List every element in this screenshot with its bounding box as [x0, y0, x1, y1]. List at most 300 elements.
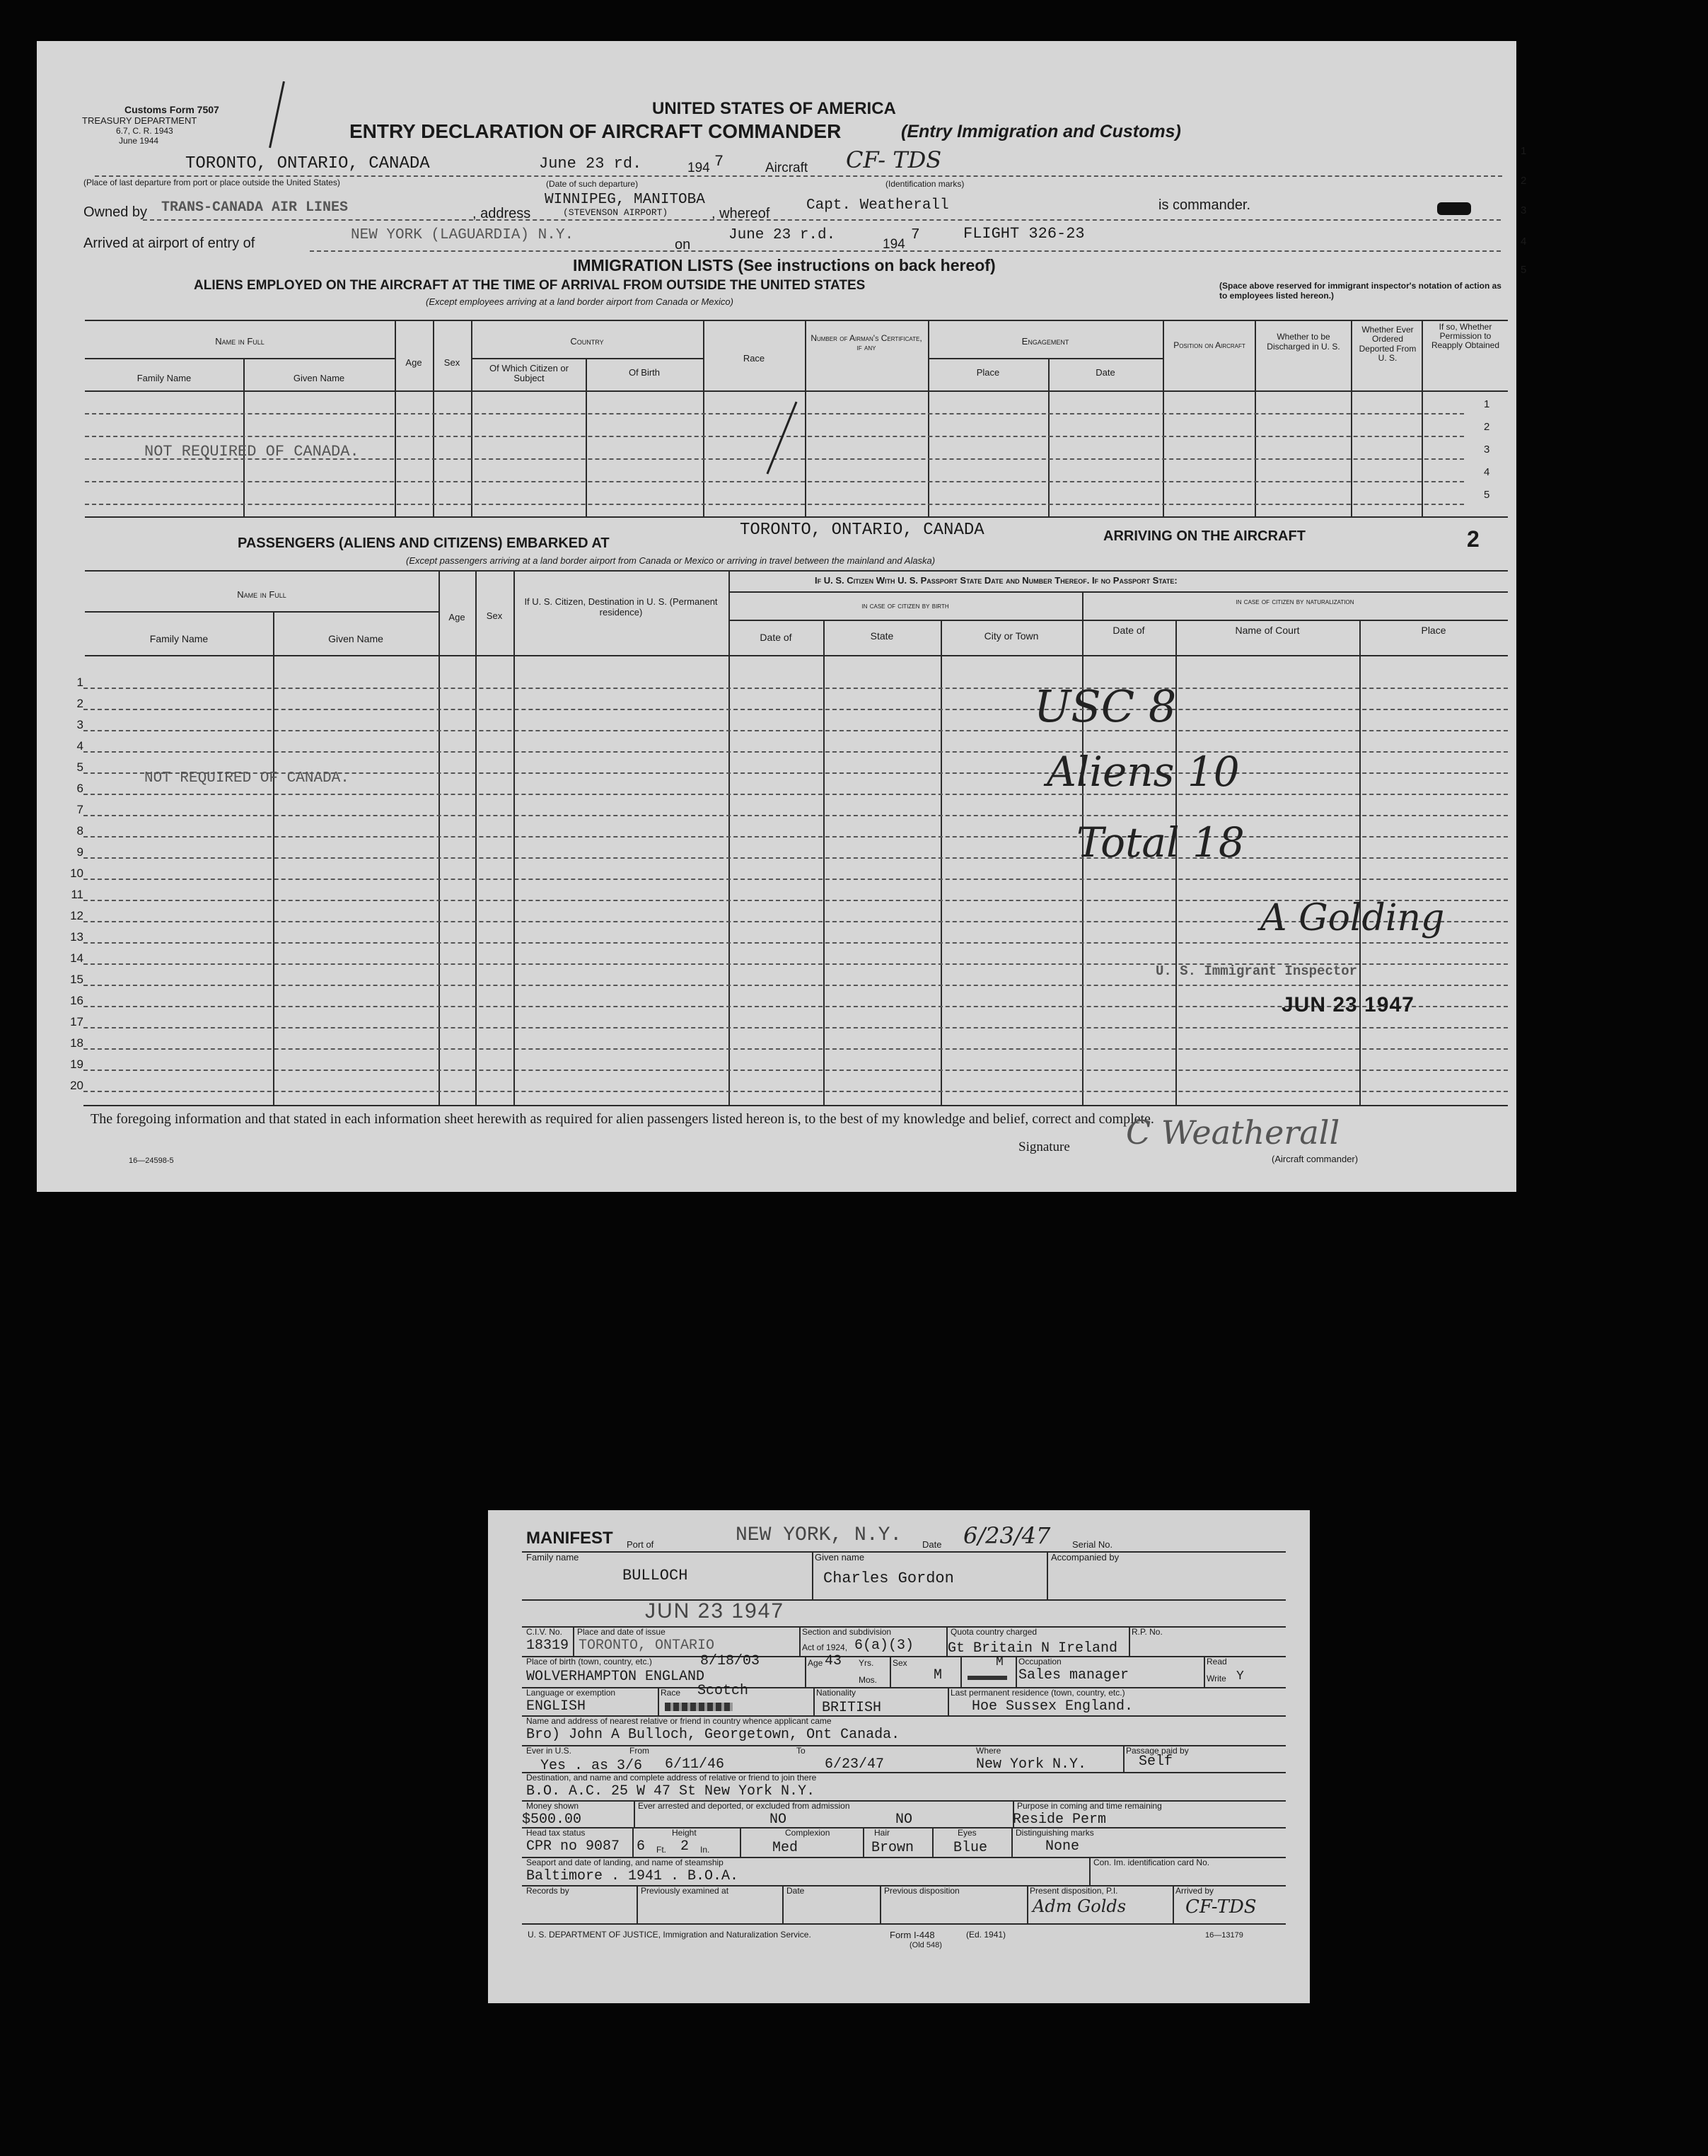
h-sep-6: [728, 620, 1508, 621]
money-label: Money shown: [526, 1801, 579, 1811]
form-id: Customs Form 7507: [124, 104, 219, 115]
pass-row-line-4: [83, 751, 1508, 753]
complexion-value: Med: [772, 1840, 798, 1856]
pass-col-by-nat: in case of citizen by naturalization: [1236, 596, 1354, 606]
v-sep-33: [1016, 1656, 1017, 1687]
print-code: 16—24598-5: [129, 1157, 174, 1165]
card-edition: (Ed. 1941): [966, 1930, 1006, 1940]
crew-col-engagement: Engagement: [1021, 336, 1069, 347]
pass-row-num-10: 10: [70, 867, 83, 880]
pass-row-num-3: 3: [76, 718, 83, 731]
h-sep-1: [85, 358, 395, 359]
crew-col-cert: Number of Airman's Certificate, if any: [811, 333, 922, 353]
v-sep-32: [960, 1656, 962, 1687]
v-sep-2: [433, 320, 434, 516]
arrival-year-digit: 7: [911, 227, 920, 243]
v-sep-50: [1027, 1885, 1028, 1923]
passenger-count: 2: [1467, 526, 1480, 552]
arrival-year-prefix: 194: [883, 237, 905, 252]
seaport-value: Baltimore . 1941 . B.O.A.: [526, 1868, 739, 1884]
flight-number: FLIGHT 326-23: [963, 225, 1085, 243]
crew-col-given: Given Name: [293, 373, 345, 383]
read-label: Read: [1207, 1657, 1227, 1667]
card-code: 16—13179: [1205, 1931, 1243, 1940]
country-heading: UNITED STATES OF AMERICA: [652, 99, 896, 118]
serial-label: Serial No.: [1072, 1539, 1113, 1550]
crew-col-discharged: Whether to be Discharged in U. S.: [1267, 332, 1340, 352]
crew-col-name: Name in Full: [215, 336, 265, 347]
is-commander-label: is commander.: [1158, 197, 1251, 213]
pass-row-num-15: 15: [70, 973, 83, 986]
on-label: on: [675, 237, 691, 253]
pass-row-num-19: 19: [70, 1057, 83, 1071]
pass-col-age: Age: [448, 612, 465, 622]
given-name: Charles Gordon: [823, 1570, 954, 1587]
v-sep-17: [728, 570, 730, 1105]
aircraft-label: Aircraft: [765, 161, 808, 175]
prev-disp-label: Previous disposition: [884, 1886, 960, 1896]
owned-by-label: Owned by: [83, 204, 148, 220]
yrs-label: Yrs.: [859, 1658, 874, 1668]
v-sep-42: [740, 1827, 741, 1857]
pass-col-city: City or Town: [984, 630, 1039, 642]
card-old-number: (Old 548): [910, 1941, 942, 1949]
cr-label: 6.7, C. R. 1943: [116, 126, 173, 136]
line-num-3: 3: [1521, 204, 1527, 216]
examined-label: Previously examined at: [641, 1886, 729, 1896]
v-sep-3: [471, 320, 472, 516]
pass-col-passport: If U. S. Citizen With U. S. Passport State Date and Number Thereof. If no Passport State:: [815, 575, 1178, 586]
certification-text: The foregoing information and that stated in each information sheet herewith as required for alien passengers listed hereon is, to the best of my knowledge and belief, correct and complete.: [91, 1111, 1154, 1127]
crew-col-family: Family Name: [136, 373, 192, 383]
v-sep-41: [632, 1827, 634, 1857]
h-sep-5: [728, 591, 1508, 593]
present-label: Present disposition, P.I.: [1030, 1886, 1118, 1896]
issue-label: Place and date of issue: [577, 1627, 666, 1637]
birth-place: WOLVERHAMPTON ENGLAND: [526, 1669, 705, 1685]
pass-row-num-20: 20: [70, 1079, 83, 1092]
date2-label: Date: [786, 1886, 805, 1896]
v-sep-48: [782, 1885, 784, 1923]
quota-value: Gt Britain N Ireland: [948, 1640, 1118, 1657]
pass-col-by-birth: in case of citizen by birth: [861, 601, 949, 610]
section-value: 6(a)(3): [854, 1638, 914, 1654]
crew-col-permission: If so, Whether Permission to Reapply Obtained: [1431, 322, 1500, 351]
arrival-date: June 23 r.d.: [728, 227, 836, 243]
pass-row-line-2: [83, 709, 1508, 710]
pass-row-line-15: [83, 985, 1508, 986]
card-rule-2: [522, 1599, 1286, 1601]
v-sep-47: [637, 1885, 638, 1923]
v-sep-38: [1123, 1745, 1125, 1772]
present-value: Adm Golds: [1033, 1896, 1127, 1916]
owner-name: TRANS-CANADA AIR LINES: [161, 199, 349, 216]
v-sep-46: [1089, 1857, 1091, 1885]
pass-row-line-3: [83, 730, 1508, 731]
date-caption: (Date of such departure): [546, 179, 639, 189]
v-sep-31: [890, 1656, 891, 1687]
to-value: 6/23/47: [825, 1756, 885, 1773]
pass-row-num-9: 9: [76, 845, 83, 859]
marital-value: M: [996, 1655, 1004, 1669]
tax-value: CPR no 9087: [526, 1838, 620, 1855]
birth-date: 8/18/03: [700, 1653, 760, 1669]
h-sep-2: [471, 358, 703, 359]
aircraft-marks: CF- TDS: [846, 146, 942, 173]
height-in: 2: [680, 1838, 690, 1855]
crew-col-citizen: Of Which Citizen or Subject: [489, 363, 569, 384]
accompanied-label: Accompanied by: [1051, 1552, 1120, 1563]
pass-col-court: Name of Court: [1235, 625, 1300, 636]
inspector-note: (Space above reserved for immigrant inspector's notation of action as to employees listed hereon.): [1219, 281, 1501, 301]
age-label: Age: [808, 1658, 823, 1668]
crew-row-line-1: [85, 413, 1464, 415]
section-label: Section and subdivision: [802, 1627, 892, 1637]
crew-col-birth: Of Birth: [628, 367, 661, 378]
marks-label: Distinguishing marks: [1016, 1828, 1094, 1838]
residence-value: Hoe Sussex England.: [972, 1698, 1134, 1715]
stamp-date: JUN 23 1947: [1282, 993, 1414, 1016]
seaport-label: Seaport and date of landing, and name of steamship: [526, 1857, 724, 1867]
purpose-label: Purpose in coming and time remaining: [1017, 1801, 1162, 1811]
card-rule-9: [522, 1800, 1286, 1802]
signature-label: Signature: [1018, 1140, 1070, 1154]
owner-address: WINNIPEG, MANITOBA: [545, 192, 705, 208]
crew-header-bottom: [85, 390, 1508, 392]
residence-label: Last permanent residence (town, country, etc.): [951, 1688, 1125, 1698]
crew-heading: ALIENS EMPLOYED ON THE AIRCRAFT AT THE TIME OF ARRIVAL FROM OUTSIDE THE UNITED STATES: [194, 278, 866, 293]
passage-value: Self: [1139, 1754, 1173, 1770]
act-label: Act of 1924,: [802, 1642, 848, 1652]
passengers-port: TORONTO, ONTARIO, CANADA: [740, 521, 984, 540]
rule-line-1: [95, 175, 1502, 177]
crew-col-date: Date: [1096, 367, 1115, 378]
pass-col-destination: If U. S. Citizen, Destination in U. S. (Permanent residence): [524, 596, 718, 618]
height-ft: 6: [637, 1838, 646, 1855]
v-sep-7: [928, 320, 929, 516]
issue-date-label: June 1944: [119, 136, 159, 146]
v-sep-37: [948, 1687, 949, 1715]
in-label: In.: [700, 1845, 710, 1855]
crew-row-num-3: 3: [1484, 444, 1490, 456]
address-label: , address: [472, 206, 531, 221]
civ-number: 18319: [526, 1638, 569, 1654]
inspector-initials: A Golding: [1260, 897, 1445, 939]
line-num-5: 5: [1521, 264, 1527, 276]
write-label: Write: [1207, 1674, 1226, 1683]
eyes-label: Eyes: [958, 1828, 977, 1838]
v-sep-34: [1204, 1656, 1205, 1687]
v-sep-22: [1359, 620, 1361, 1105]
year-prefix: 194: [687, 161, 710, 175]
v-sep-36: [813, 1687, 815, 1715]
family-name: BULLOCH: [622, 1567, 688, 1584]
arrived-label: Arrived at airport of entry of: [83, 236, 255, 251]
sex-label: Sex: [893, 1658, 907, 1668]
v-sep-8: [1048, 358, 1050, 516]
h-sep-4: [85, 611, 438, 613]
given-name-label: Given name: [815, 1552, 865, 1563]
crew-row-num-5: 5: [1484, 489, 1490, 501]
card-rule-5: [522, 1687, 1286, 1688]
pass-row-line-13: [83, 942, 1508, 944]
v-sep-43: [863, 1827, 864, 1857]
arrival-stamp: JUN 23 1947: [645, 1599, 785, 1623]
race-value: Scotch: [697, 1683, 749, 1699]
civ-label: C.I.V. No.: [526, 1627, 562, 1637]
passengers-sub: (Except passengers arriving at a land border airport from Canada or Mexico or arriving in travel between the mainland and Alaska): [406, 555, 936, 566]
arrived-by-value: CF-TDS: [1185, 1896, 1257, 1918]
crew-col-race: Race: [743, 353, 765, 364]
signature-caption: (Aircraft commander): [1272, 1154, 1359, 1164]
dest-label: Destination, and name and complete address of relative or friend to join there: [526, 1773, 817, 1783]
pass-row-line-8: [83, 836, 1508, 838]
form-title: ENTRY DECLARATION OF AIRCRAFT COMMANDER: [349, 120, 842, 142]
passage-label: Passage paid by: [1126, 1746, 1189, 1756]
ink-blot: [1437, 202, 1471, 215]
occupation-value: Sales manager: [1018, 1667, 1129, 1683]
pass-row-num-6: 6: [76, 782, 83, 795]
marks-value: None: [1045, 1838, 1080, 1855]
check-mark: [269, 81, 285, 149]
crew-table-top: [85, 320, 1508, 321]
crew-heading-sub: (Except employees arriving at a land border airport from Canada or Mexico): [426, 296, 733, 307]
pass-not-required: NOT REQUIRED OF CANADA.: [144, 770, 349, 787]
ft-label: Ft.: [656, 1845, 666, 1855]
v-sep-39: [634, 1800, 635, 1827]
race-label: Race: [661, 1688, 681, 1698]
purpose-value: Reside Perm: [1013, 1812, 1107, 1828]
pass-table-top: [85, 570, 1508, 572]
sex-value: M: [934, 1667, 943, 1683]
card-form-number: Form I-448: [890, 1930, 935, 1940]
pass-col-given: Given Name: [328, 633, 383, 644]
crew-row-line-5: [85, 504, 1464, 505]
v-sep-29: [1129, 1626, 1130, 1656]
pass-row-line-9: [83, 857, 1508, 859]
ever-label: Ever in U.S.: [526, 1746, 572, 1756]
v-sep-1: [395, 320, 396, 516]
rp-label: R.P. No.: [1132, 1627, 1163, 1637]
commander-name: Capt. Weatherall: [806, 197, 949, 214]
pass-row-line-18: [83, 1048, 1508, 1050]
h-sep-3: [928, 358, 1163, 359]
crew-row-line-4: [85, 481, 1464, 482]
manifest-title: MANIFEST: [526, 1529, 613, 1548]
passengers-label: PASSENGERS (ALIENS AND CITIZENS) EMBARKED AT: [238, 535, 610, 551]
pass-row-num-8: 8: [76, 824, 83, 838]
language-label: Language or exemption: [526, 1688, 616, 1698]
occupation-label: Occupation: [1018, 1657, 1062, 1667]
relative-label: Name and address of nearest relative or friend in country whence applicant came: [526, 1716, 832, 1726]
manifest-card: [488, 1510, 1310, 2003]
crew-col-sex: Sex: [443, 357, 460, 368]
money-value: $500.00: [522, 1812, 582, 1828]
pass-col-date-of: Date of: [760, 632, 792, 643]
pass-row-line-1: [83, 688, 1508, 689]
arrival-airport: NEW YORK (LAGUARDIA) N.Y.: [351, 227, 574, 243]
line-num-1: 1: [1521, 145, 1527, 157]
v-sep-16: [513, 570, 515, 1105]
language-value: ENGLISH: [526, 1698, 586, 1715]
pass-col-name: Name in Full: [237, 589, 286, 600]
v-sep-45: [1011, 1827, 1013, 1857]
arrested-value: NO: [769, 1812, 787, 1828]
form-subtitle: (Entry Immigration and Customs): [901, 122, 1181, 141]
pass-col-family: Family Name: [149, 633, 209, 644]
arrested-label: Ever arrested and deported, or excluded from admission: [638, 1801, 850, 1811]
v-sep-25: [1047, 1551, 1048, 1599]
pass-header-bottom: [85, 655, 1508, 656]
owner-address-sub: (STEVENSON AIRPORT): [563, 207, 668, 218]
v-sep-27: [799, 1626, 801, 1656]
inspector-stamp: U. S. Immigrant Inspector: [1156, 963, 1358, 979]
pass-row-num-11: 11: [71, 888, 83, 901]
port-label: Port of: [627, 1539, 654, 1550]
pass-row-num-18: 18: [70, 1036, 83, 1050]
hair-value: Brown: [871, 1840, 914, 1856]
crew-col-age: Age: [405, 357, 422, 368]
v-sep-18: [823, 620, 825, 1105]
rule-line-2: [143, 219, 1501, 221]
write-value: Y: [1236, 1669, 1244, 1683]
cm-label: Con. Im. identification card No.: [1093, 1857, 1210, 1867]
crew-not-required: NOT REQUIRED OF CANADA.: [144, 443, 359, 460]
v-sep-14: [438, 570, 440, 1105]
nationality-value: BRITISH: [822, 1700, 882, 1716]
card-rule-10: [522, 1827, 1286, 1828]
entry-declaration-form: [37, 41, 1527, 1192]
date-label: Date: [922, 1539, 942, 1550]
crew-row-num-1: 1: [1484, 398, 1490, 410]
departure-date: June 23 rd.: [539, 155, 642, 173]
pass-row-line-17: [83, 1027, 1508, 1028]
pass-row-line-20: [83, 1091, 1508, 1092]
where-value: New York N.Y.: [976, 1756, 1087, 1773]
line-num-4: 4: [1521, 236, 1527, 248]
year-digit: 7: [714, 153, 724, 170]
arriving-label: ARRIVING ON THE AIRCRAFT: [1103, 528, 1306, 544]
port-value: NEW YORK, N.Y.: [736, 1524, 902, 1546]
card-rule-1: [522, 1551, 1286, 1553]
pass-row-num-4: 4: [76, 739, 83, 753]
pass-row-line-6: [83, 794, 1508, 795]
crew-table-bottom: [85, 516, 1508, 518]
manifest-date: 6/23/47: [963, 1522, 1051, 1549]
v-sep-9: [1163, 320, 1164, 516]
records-label: Records by: [526, 1886, 569, 1896]
pass-row-num-5: 5: [76, 760, 83, 774]
tally-usc: USC 8: [1034, 680, 1177, 732]
whereof-label: , whereof: [711, 206, 770, 221]
crew-row-num-2: 2: [1484, 421, 1490, 433]
v-sep-6: [805, 320, 806, 516]
to-label: To: [796, 1746, 806, 1756]
family-name-label: Family name: [526, 1552, 579, 1563]
nationality-label: Nationality: [816, 1688, 856, 1698]
pass-col-sex: Sex: [486, 610, 503, 621]
pass-row-line-19: [83, 1070, 1508, 1071]
tax-label: Head tax status: [526, 1828, 586, 1838]
v-sep-35: [658, 1687, 659, 1715]
pass-col-nat-date: Date of: [1112, 625, 1145, 636]
pass-row-num-13: 13: [70, 930, 83, 944]
immigration-heading: IMMIGRATION LISTS (See instructions on back hereof): [573, 256, 996, 274]
pass-row-line-7: [83, 815, 1508, 816]
pass-row-num-1: 1: [76, 676, 83, 689]
ever-value: Yes . as 3/6: [540, 1758, 643, 1774]
pass-row-num-17: 17: [70, 1015, 83, 1028]
pass-row-num-2: 2: [76, 697, 83, 710]
card-rule-13: [522, 1923, 1286, 1925]
rule-line-3: [310, 250, 1501, 252]
issue-place: TORONTO, ONTARIO: [579, 1638, 715, 1654]
v-sep-49: [880, 1885, 881, 1923]
tally-aliens: Aliens 10: [1047, 748, 1240, 796]
from-value: 6/11/46: [665, 1756, 725, 1773]
eyes-value: Blue: [953, 1840, 988, 1856]
relative-value: Bro) John A Bulloch, Georgetown, Ont Canada.: [526, 1727, 900, 1743]
where-label: Where: [976, 1746, 1001, 1756]
dept-label: TREASURY DEPARTMENT: [82, 115, 197, 126]
excluded-value: NO: [895, 1812, 913, 1828]
v-sep-15: [475, 570, 477, 1105]
commander-signature: C Weatherall: [1126, 1113, 1340, 1152]
pass-row-num-14: 14: [70, 951, 83, 965]
tally-total: Total 18: [1076, 818, 1245, 867]
crew-slash-mark: [767, 401, 798, 474]
struck-text: [968, 1676, 1007, 1680]
quota-label: Quota country charged: [951, 1627, 1038, 1637]
v-sep-26: [573, 1626, 574, 1656]
pass-row-line-10: [83, 879, 1508, 880]
v-sep-24: [812, 1551, 813, 1599]
v-sep-30: [805, 1656, 806, 1687]
v-sep-44: [932, 1827, 934, 1857]
crew-col-deported: Whether Ever Ordered Deported From U. S.: [1359, 325, 1417, 364]
pass-table-bottom: [83, 1105, 1508, 1106]
pass-row-num-16: 16: [70, 994, 83, 1007]
destination-value: B.O. A.C. 25 W 47 St New York N.Y.: [526, 1783, 815, 1799]
from-label: From: [629, 1746, 649, 1756]
crew-col-place: Place: [976, 367, 1000, 378]
crew-row-num-4: 4: [1484, 466, 1490, 478]
departure-place: TORONTO, ONTARIO, CANADA: [185, 154, 430, 173]
pass-row-num-7: 7: [76, 803, 83, 816]
v-sep-5: [703, 320, 704, 516]
arrived-by-label: Arrived by: [1175, 1886, 1214, 1896]
birth-label: Place of birth (town, country, etc.): [526, 1657, 652, 1667]
complexion-label: Complexion: [785, 1828, 830, 1838]
pass-col-state: State: [870, 630, 894, 642]
card-footer: U. S. DEPARTMENT OF JUSTICE, Immigration and Naturalization Service.: [528, 1930, 811, 1940]
v-sep-4: [586, 358, 587, 516]
v-sep-11: [1351, 320, 1352, 516]
pass-col-place: Place: [1421, 625, 1446, 636]
v-sep-51: [1173, 1885, 1174, 1923]
pass-row-num-12: 12: [70, 909, 83, 922]
height-label: Height: [672, 1828, 697, 1838]
v-sep-19: [941, 620, 942, 1105]
crew-col-country: Country: [570, 336, 604, 347]
age-value: 43: [825, 1653, 842, 1669]
marks-caption: (Identification marks): [885, 179, 965, 189]
departure-caption: (Place of last departure from port or place outside the United States): [83, 178, 340, 187]
line-num-2: 2: [1521, 175, 1527, 187]
mos-label: Mos.: [859, 1675, 878, 1685]
crew-col-position: Position on Aircraft: [1173, 340, 1245, 350]
hair-label: Hair: [874, 1828, 890, 1838]
